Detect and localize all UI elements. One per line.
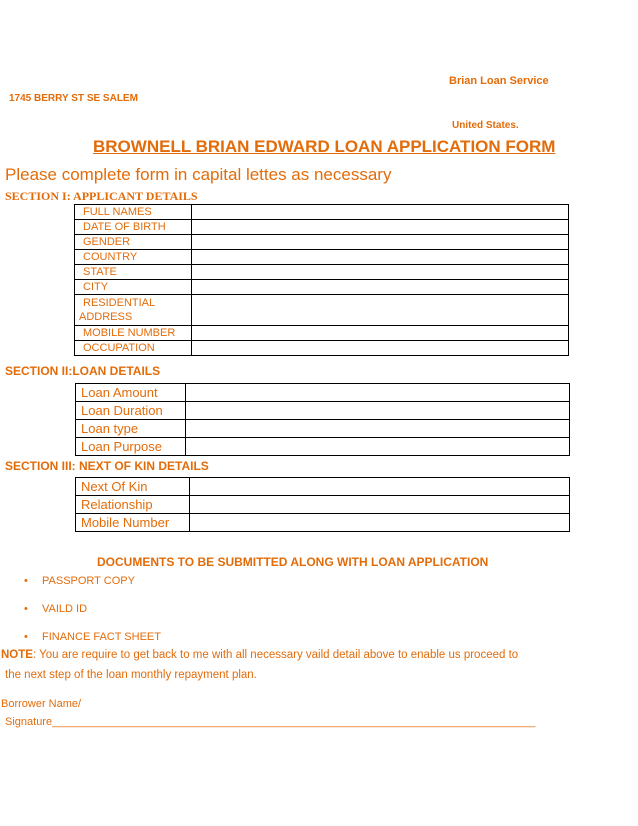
row-label: Relationship <box>76 496 190 514</box>
table-row <box>75 220 569 235</box>
row-label: COUNTRY <box>75 250 192 265</box>
row-label: OCCUPATION <box>75 341 192 356</box>
row-label: STATE <box>75 265 192 280</box>
loan-duration-field[interactable] <box>186 402 570 420</box>
table-row <box>76 478 570 496</box>
next-of-kin-field[interactable] <box>190 478 570 496</box>
table-row <box>76 384 570 402</box>
row-label: Loan Duration <box>76 402 186 420</box>
relationship-field[interactable] <box>190 496 570 514</box>
city-field[interactable] <box>192 280 569 295</box>
loan-purpose-field[interactable] <box>186 438 570 456</box>
row-label: Loan Purpose <box>76 438 186 456</box>
section2-heading: SECTION II:LOAN DETAILS <box>5 364 161 378</box>
loan-details-table <box>75 383 570 456</box>
row-label: Loan Amount <box>76 384 186 402</box>
residential-address-field[interactable] <box>192 295 569 326</box>
full-names-field[interactable] <box>192 205 569 220</box>
document-item-label: VAILD ID <box>42 603 88 615</box>
row-label: DATE OF BIRTH <box>75 220 192 235</box>
form-title: BROWNELL BRIAN EDWARD LOAN APPLICATION FORM <box>93 137 556 156</box>
row-label: MOBILE NUMBER <box>75 326 192 341</box>
borrower-name-label: Borrower Name/ <box>1 698 82 710</box>
company-country: United States. <box>452 120 519 131</box>
row-label <box>75 295 192 326</box>
row-label: GENDER <box>75 235 192 250</box>
signature-line[interactable]: Signature_______________________________________________________________________________ <box>5 716 536 728</box>
date-of-birth-field[interactable] <box>192 220 569 235</box>
documents-heading: DOCUMENTS TO BE SUBMITTED ALONG WITH LOAN APPLICATION <box>97 555 489 569</box>
occupation-field[interactable] <box>192 341 569 356</box>
form-instruction: Please complete form in capital lettes as necessary <box>5 165 392 184</box>
table-row <box>75 280 569 295</box>
applicant-details-table <box>74 204 569 356</box>
table-row <box>75 250 569 265</box>
table-row <box>75 265 569 280</box>
row-label: Loan type <box>76 420 186 438</box>
address-label: ADDRESS <box>79 311 133 323</box>
state-field[interactable] <box>192 265 569 280</box>
bullet-icon: • <box>24 603 28 615</box>
residential-label: RESIDENTIAL <box>83 297 156 309</box>
note-label: NOTE <box>1 649 33 661</box>
row-label: FULL NAMES <box>75 205 192 220</box>
next-of-kin-table <box>75 477 570 532</box>
note-line-1 <box>1 649 518 661</box>
country-field[interactable] <box>192 250 569 265</box>
note-line-2: the next step of the loan monthly repayment plan. <box>5 669 257 681</box>
row-label: CITY <box>75 280 192 295</box>
bullet-icon: • <box>24 575 28 587</box>
company-name: Brian Loan Service <box>449 75 549 87</box>
row-label: Next Of Kin <box>76 478 190 496</box>
table-row <box>76 402 570 420</box>
company-address: 1745 BERRY ST SE SALEM <box>9 93 138 104</box>
table-row <box>75 235 569 250</box>
row-label: Mobile Number <box>76 514 190 532</box>
kin-mobile-number-field[interactable] <box>190 514 570 532</box>
table-row <box>75 295 569 326</box>
mobile-number-field[interactable] <box>192 326 569 341</box>
document-item-label: PASSPORT COPY <box>42 575 135 587</box>
table-row <box>76 438 570 456</box>
note-text: : You are require to get back to me with all necessary vaild detail above to enable us proceed to <box>32 649 519 661</box>
table-row <box>75 326 569 341</box>
table-row <box>76 496 570 514</box>
loan-type-field[interactable] <box>186 420 570 438</box>
table-row <box>76 514 570 532</box>
table-row <box>75 205 569 220</box>
table-row <box>76 420 570 438</box>
section1-heading: SECTION I: APPLICANT DETAILS <box>5 189 198 203</box>
section3-heading: SECTION III: NEXT OF KIN DETAILS <box>5 459 209 473</box>
document-item-label: FINANCE FACT SHEET <box>42 631 161 643</box>
table-row <box>75 341 569 356</box>
bullet-icon: • <box>24 631 28 643</box>
gender-field[interactable] <box>192 235 569 250</box>
loan-amount-field[interactable] <box>186 384 570 402</box>
